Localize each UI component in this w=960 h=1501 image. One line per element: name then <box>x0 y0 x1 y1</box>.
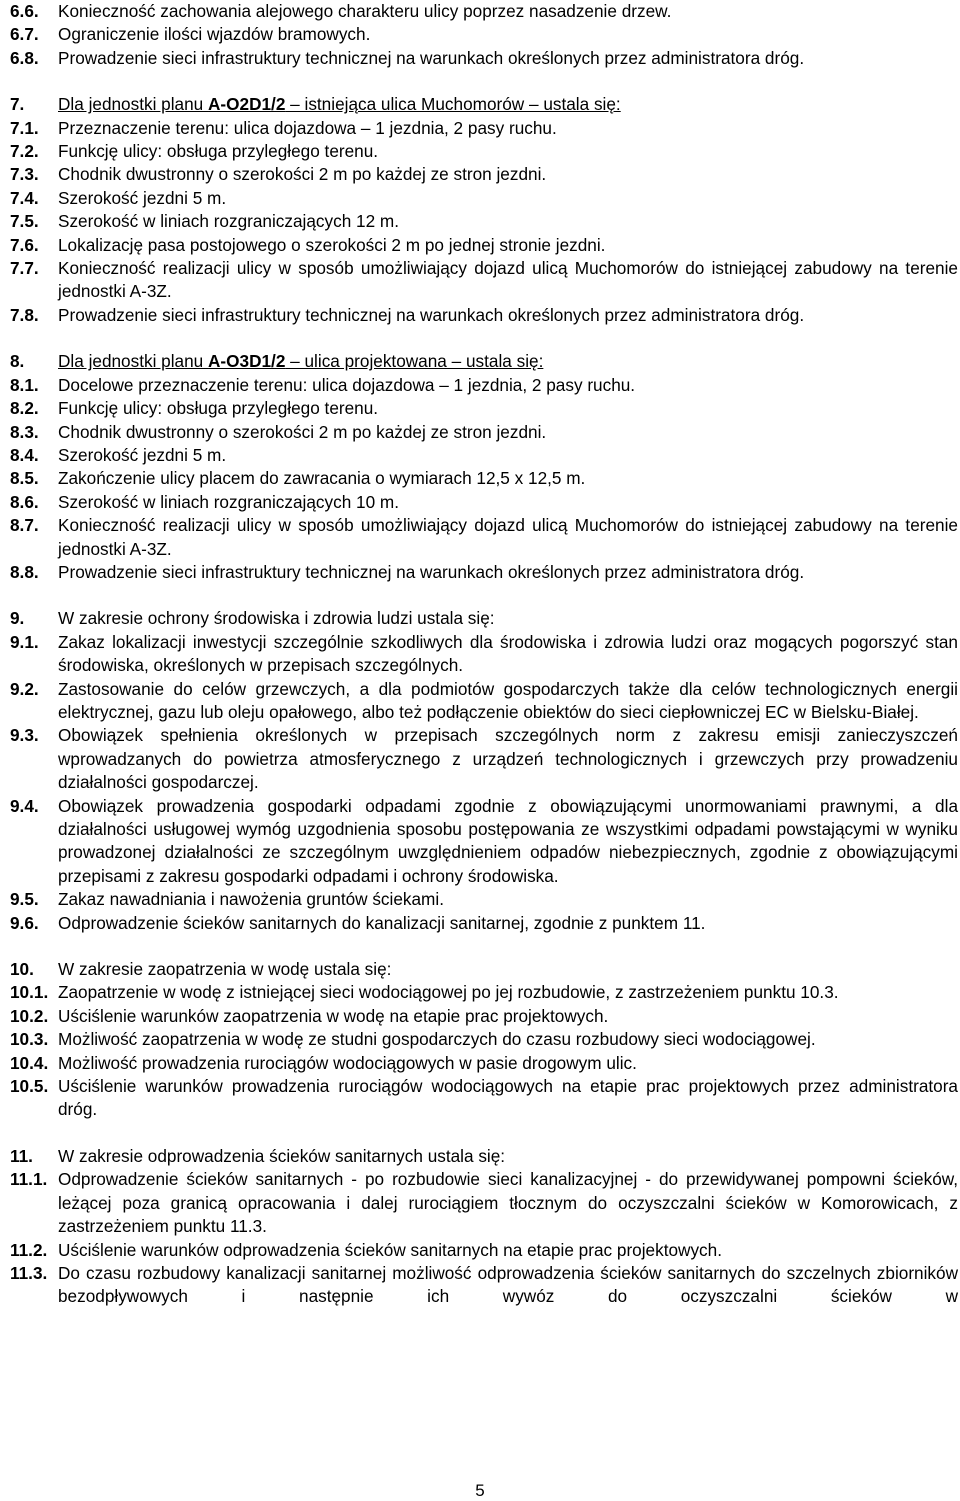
item-text: Szerokość jezdni 5 m. <box>58 444 227 465</box>
list-item <box>10 117 958 140</box>
item-text: Zaopatrzenie w wodę z istniejącej sieci wodociągowej po jej rozbudowie, z zastrzeżeniem punktu 10.3. <box>58 982 839 1003</box>
list-item <box>10 140 958 163</box>
item-text: Uściślenie warunków prowadzenia rurociągów wodociągowych na etapie prac projektowych przez administratora dróg. <box>58 1076 958 1120</box>
section-number: 9. <box>10 608 25 629</box>
list-item <box>10 491 958 514</box>
list-item <box>10 467 958 490</box>
list-item <box>10 304 958 327</box>
item-number: 6.7. <box>10 24 39 45</box>
item-number: 6.8. <box>10 47 39 68</box>
section-number: 10. <box>10 959 34 980</box>
item-text: Zakaz lokalizacji inwestycji szczególnie szkodliwych dla środowiska i zdrowia ludzi oraz mogących pogorszyć stan środowiska, określonych w przepisach szczególnych. <box>58 631 958 676</box>
section-heading-8 <box>10 350 958 373</box>
list-item <box>10 724 958 794</box>
item-number: 10.2. <box>10 1005 49 1026</box>
item-number: 11.1. <box>10 1169 48 1190</box>
item-text: Przeznaczenie terenu: ulica dojazdowa – 1 jezdnia, 2 pasy ruchu. <box>58 117 557 138</box>
item-text: Konieczność zachowania alejowego charakteru ulicy poprzez nasadzenie drzew. <box>58 1 672 21</box>
list-item <box>10 1239 958 1262</box>
list-item <box>10 421 958 444</box>
item-number: 7.7. <box>10 258 39 279</box>
item-text: Prowadzenie sieci infrastruktury technicznej na warunkach określonych przez administratora dróg. <box>58 561 805 582</box>
item-text: Docelowe przeznaczenie terenu: ulica dojazdowa – 1 jezdnia, 2 pasy ruchu. <box>58 374 636 395</box>
list-item <box>10 187 958 210</box>
list-item <box>10 678 958 725</box>
item-number: 9.5. <box>10 889 39 910</box>
list-item <box>10 257 958 304</box>
section-heading-7 <box>10 93 958 116</box>
list-item <box>10 1005 958 1028</box>
item-number: 7.3. <box>10 164 39 185</box>
list-item <box>10 1028 958 1051</box>
item-number: 9.3. <box>10 725 39 746</box>
list-item <box>10 234 958 257</box>
list-item <box>10 1168 958 1238</box>
item-text: Zakaz nawadniania i nawożenia gruntów ściekami. <box>58 889 444 910</box>
section-number: 11. <box>10 1145 33 1166</box>
item-text: Ograniczenie ilości wjazdów bramowych. <box>58 24 371 45</box>
item-text: Prowadzenie sieci infrastruktury technicznej na warunkach określonych przez administratora dróg. <box>58 304 805 325</box>
item-number: 10.1. <box>10 982 49 1003</box>
list-item <box>10 561 958 584</box>
item-number: 10.3. <box>10 1029 49 1050</box>
list-item <box>10 444 958 467</box>
item-text: Uściślenie warunków odprowadzenia ścieków sanitarnych na etapie prac projektowych. <box>58 1239 722 1260</box>
list-item <box>10 210 958 233</box>
page-number: 5 <box>475 1481 485 1500</box>
item-number: 7.5. <box>10 211 39 232</box>
item-text: Szerokość w liniach rozgraniczających 10 m. <box>58 491 400 512</box>
item-number: 7.8. <box>10 304 39 325</box>
item-text: Konieczność realizacji ulicy w sposób umożliwiający dojazd ulicą Muchomorów do istniejącej zabudowy na terenie jednostki A-3Z. <box>58 258 958 302</box>
section-heading-11 <box>10 1145 958 1168</box>
section-title: W zakresie odprowadzenia ścieków sanitarnych ustala się: <box>58 1145 506 1166</box>
item-text: Odprowadzenie ścieków sanitarnych - po rozbudowie sieci kanalizacyjnej - do przewidywanej pompowni ścieków, leżącej poza granicą opracowania i dalej rurociągiem tłocznym do oczyszczalni ścieków w Komorowicach, z zastrzeżeniem punktu 11.3. <box>58 1169 958 1237</box>
item-number: 10.4. <box>10 1052 49 1073</box>
item-text: Zakończenie ulicy placem do zawracania o wymiarach 12,5 x 12,5 m. <box>58 468 586 489</box>
item-number: 8.3. <box>10 421 39 442</box>
section-number: 8. <box>10 351 25 372</box>
item-text: Chodnik dwustronny o szerokości 2 m po każdej ze stron jezdni. <box>58 421 547 442</box>
item-text: Do czasu rozbudowy kanalizacji sanitarnej możliwość odprowadzenia ścieków sanitarnych do szczelnych zbiorników bezodpływowych i następnie ich wywóz do oczyszczalni ścieków w <box>58 1262 958 1307</box>
item-number: 7.1. <box>10 117 39 138</box>
item-number: 9.2. <box>10 678 39 699</box>
list-item <box>10 47 958 70</box>
item-number: 8.4. <box>10 444 39 465</box>
item-text: Możliwość prowadzenia rurociągów wodociągowych w pasie drogowym ulic. <box>58 1052 637 1073</box>
item-number: 8.6. <box>10 491 39 512</box>
item-text: Lokalizację pasa postojowego o szerokości 2 m po jednej stronie jezdni. <box>58 234 606 255</box>
item-number: 7.4. <box>10 187 39 208</box>
item-number: 8.1. <box>10 374 39 395</box>
item-number: 7.2. <box>10 141 39 162</box>
section-number: 7. <box>10 94 25 115</box>
list-item <box>10 1075 958 1122</box>
item-number: 8.8. <box>10 561 39 582</box>
list-item <box>10 1262 958 1309</box>
section-title: W zakresie ochrony środowiska i zdrowia ludzi ustala się: <box>58 608 495 629</box>
item-text: Szerokość w liniach rozgraniczających 12 m. <box>58 211 400 232</box>
list-item <box>10 23 958 46</box>
section-title: W zakresie zaopatrzenia w wodę ustala się: <box>58 959 392 980</box>
item-text: Obowiązek spełnienia określonych w przepisach szczególnych norm z zakresu emisji zanieczyszczeń wprowadzanych do powietrza atmosferycznego z urządzeń technologicznych i grzewczych przy prowadzeniu działalności gospodarczej. <box>58 725 958 793</box>
item-text: Funkcję ulicy: obsługa przyległego terenu. <box>58 398 379 419</box>
list-item <box>10 163 958 186</box>
item-text: Obowiązek prowadzenia gospodarki odpadami zgodnie z obowiązującymi unormowaniami prawnymi, a dla działalności usługowej wymóg uzgodnienia sposobu postępowania ze wszystkimi odpadami powstającymi w wyniku prowadzonej działalności ze szczególnym uwzględnieniem odpadów niebezpiecznych, zgodnie z obowiązującymi przepisami z zakresu gospodarki odpadami i ochrony środowiska. <box>58 795 958 886</box>
item-number: 11.3. <box>10 1262 48 1283</box>
list-item <box>10 1052 958 1075</box>
item-number: 8.5. <box>10 468 39 489</box>
item-text: Konieczność realizacji ulicy w sposób umożliwiający dojazd ulicą Muchomorów do istniejącej zabudowy na terenie jednostki A-3Z. <box>58 515 958 559</box>
item-number: 9.1. <box>10 631 39 652</box>
section-title: Dla jednostki planu A-O3D1/2 – ulica projektowana – ustala się: <box>58 351 544 372</box>
section-title: Dla jednostki planu A-O2D1/2 – istniejąca ulica Muchomorów – ustala się: <box>58 94 621 115</box>
list-item <box>10 912 958 935</box>
item-text: Chodnik dwustronny o szerokości 2 m po każdej ze stron jezdni. <box>58 164 547 185</box>
item-number: 9.4. <box>10 795 39 816</box>
list-item <box>10 981 958 1004</box>
list-item <box>10 888 958 911</box>
list-item <box>10 631 958 678</box>
item-text: Zastosowanie do celów grzewczych, a dla podmiotów gospodarczych także dla celów technologicznych energii elektrycznej, gazu lub oleju opałowego, albo też podłączenie obiektów do sieci ciepłowniczej EC w Bielsku-Białej. <box>58 678 958 722</box>
document-body <box>10 0 958 1309</box>
item-number: 6.6. <box>10 1 39 21</box>
list-item <box>10 0 958 23</box>
item-number: 8.2. <box>10 398 39 419</box>
item-text: Uściślenie warunków zaopatrzenia w wodę na etapie prac projektowych. <box>58 1005 609 1026</box>
item-text: Funkcję ulicy: obsługa przyległego terenu. <box>58 141 379 162</box>
item-number: 10.5. <box>10 1076 49 1097</box>
list-item <box>10 397 958 420</box>
list-item <box>10 514 958 561</box>
item-number: 7.6. <box>10 234 39 255</box>
section-heading-10 <box>10 958 958 981</box>
list-item <box>10 795 958 889</box>
section-heading-9 <box>10 607 958 630</box>
item-number: 8.7. <box>10 515 39 536</box>
item-text: Możliwość zaopatrzenia w wodę ze studni gospodarczych do czasu rozbudowy sieci wodociągowej. <box>58 1029 816 1050</box>
list-item <box>10 374 958 397</box>
item-number: 9.6. <box>10 912 39 933</box>
item-text: Prowadzenie sieci infrastruktury technicznej na warunkach określonych przez administratora dróg. <box>58 47 805 68</box>
item-text: Odprowadzenie ścieków sanitarnych do kanalizacji sanitarnej, zgodnie z punktem 11. <box>58 912 706 933</box>
item-text: Szerokość jezdni 5 m. <box>58 187 227 208</box>
item-number: 11.2. <box>10 1239 48 1260</box>
